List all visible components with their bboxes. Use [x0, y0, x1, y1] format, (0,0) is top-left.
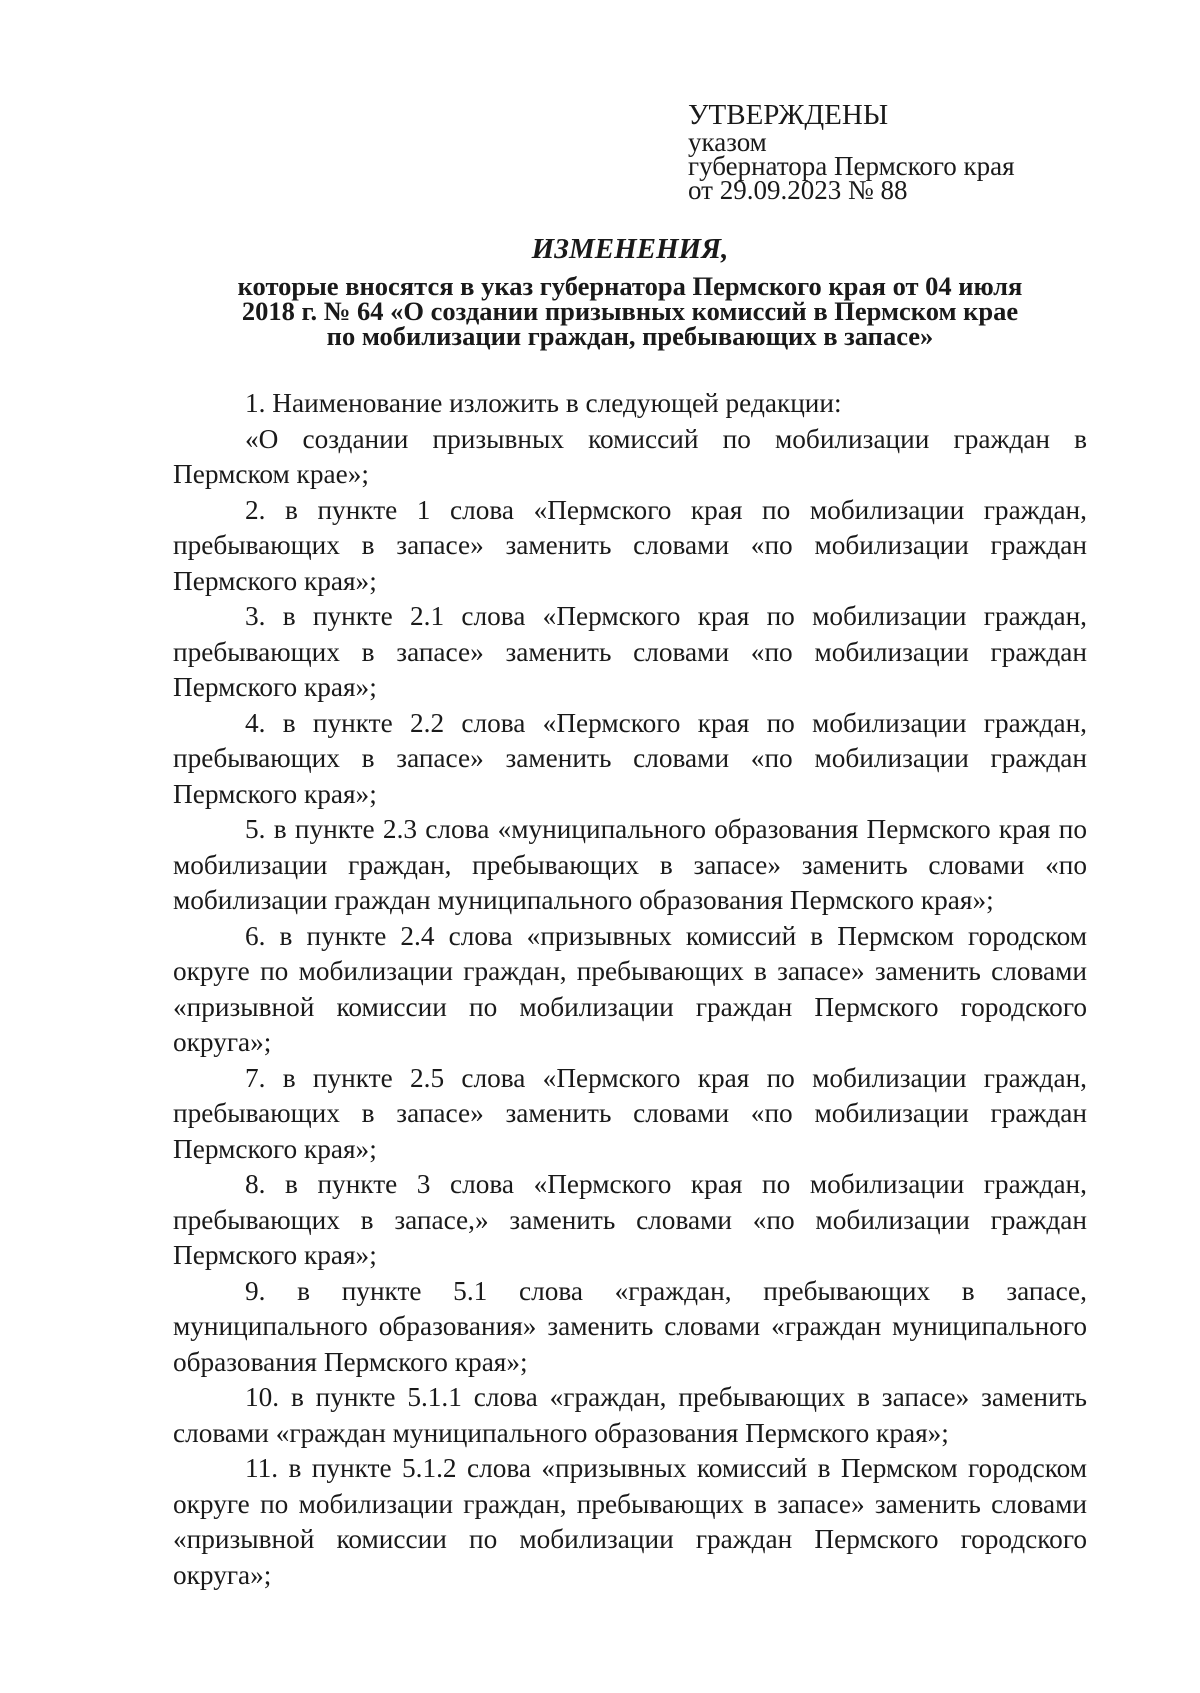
paragraph-4: 4. в пункте 2.2 слова «Пермского края по мобилизации граждан, пребывающих в запасе» заменить словами «по мобилизации граждан Пермского края»;	[173, 707, 1087, 809]
subtitle-line: которые вносятся в указ губернатора Пермского края от 04 июля	[237, 271, 1023, 301]
paragraph-6: 6. в пункте 2.4 слова «призывных комиссий в Пермском городском округе по мобилизации граждан, пребывающих в запасе» заменить словами «призывной комиссии по мобилизации граждан Пермского городского округа»;	[173, 920, 1087, 1057]
paragraph-new-name: «О создании призывных комиссий по мобилизации граждан в Пермском крае»;	[173, 423, 1087, 489]
approval-line-date: от 29.09.2023 № 88	[688, 175, 908, 205]
document-body	[173, 386, 1087, 1593]
approval-line-decree: указом	[688, 127, 767, 157]
paragraph-1: 1. Наименование изложить в следующей редакции:	[245, 388, 842, 418]
document-subtitle	[170, 271, 1090, 351]
approval-stamp	[688, 99, 1108, 205]
paragraph-9: 9. в пункте 5.1 слова «граждан, пребывающих в запасе, муниципального образования» заменить словами «граждан муниципального образования Пермского края»;	[173, 1275, 1087, 1377]
approval-line-governor: губернатора Пермского края	[688, 151, 1015, 181]
paragraph-10: 10. в пункте 5.1.1 слова «граждан, пребывающих в запасе» заменить словами «граждан муниципального образования Пермского края»;	[173, 1382, 1087, 1448]
paragraph-5: 5. в пункте 2.3 слова «муниципального образования Пермского края по мобилизации граждан, пребывающих в запасе» заменить словами «по мобилизации граждан муниципального образования Пермского края»;	[173, 814, 1087, 915]
paragraph-2: 2. в пункте 1 слова «Пермского края по мобилизации граждан, пребывающих в запасе» заменить словами «по мобилизации граждан Пермского края»;	[173, 494, 1087, 596]
paragraph-7: 7. в пункте 2.5 слова «Пермского края по мобилизации граждан, пребывающих в запасе» заменить словами «по мобилизации граждан Пермского края»;	[173, 1062, 1087, 1164]
approval-title: УТВЕРЖДЕНЫ	[688, 99, 889, 131]
subtitle-line: 2018 г. № 64 «О создании призывных комиссий в Пермском крае	[241, 296, 1019, 326]
paragraph-8: 8. в пункте 3 слова «Пермского края по мобилизации граждан, пребывающих в запасе,» заменить словами «по мобилизации граждан Пермского края»;	[173, 1169, 1087, 1270]
document-title: ИЗМЕНЕНИЯ,	[531, 233, 729, 265]
paragraph-11: 11. в пункте 5.1.2 слова «призывных комиссий в Пермском городском округе по мобилизации граждан, пребывающих в запасе» заменить словами «призывной комиссии по мобилизации граждан Пермского городского округа»;	[173, 1453, 1087, 1590]
subtitle-line: по мобилизации граждан, пребывающих в запасе»	[326, 321, 934, 351]
paragraph-3: 3. в пункте 2.1 слова «Пермского края по мобилизации граждан, пребывающих в запасе» заменить словами «по мобилизации граждан Пермского края»;	[173, 601, 1087, 702]
